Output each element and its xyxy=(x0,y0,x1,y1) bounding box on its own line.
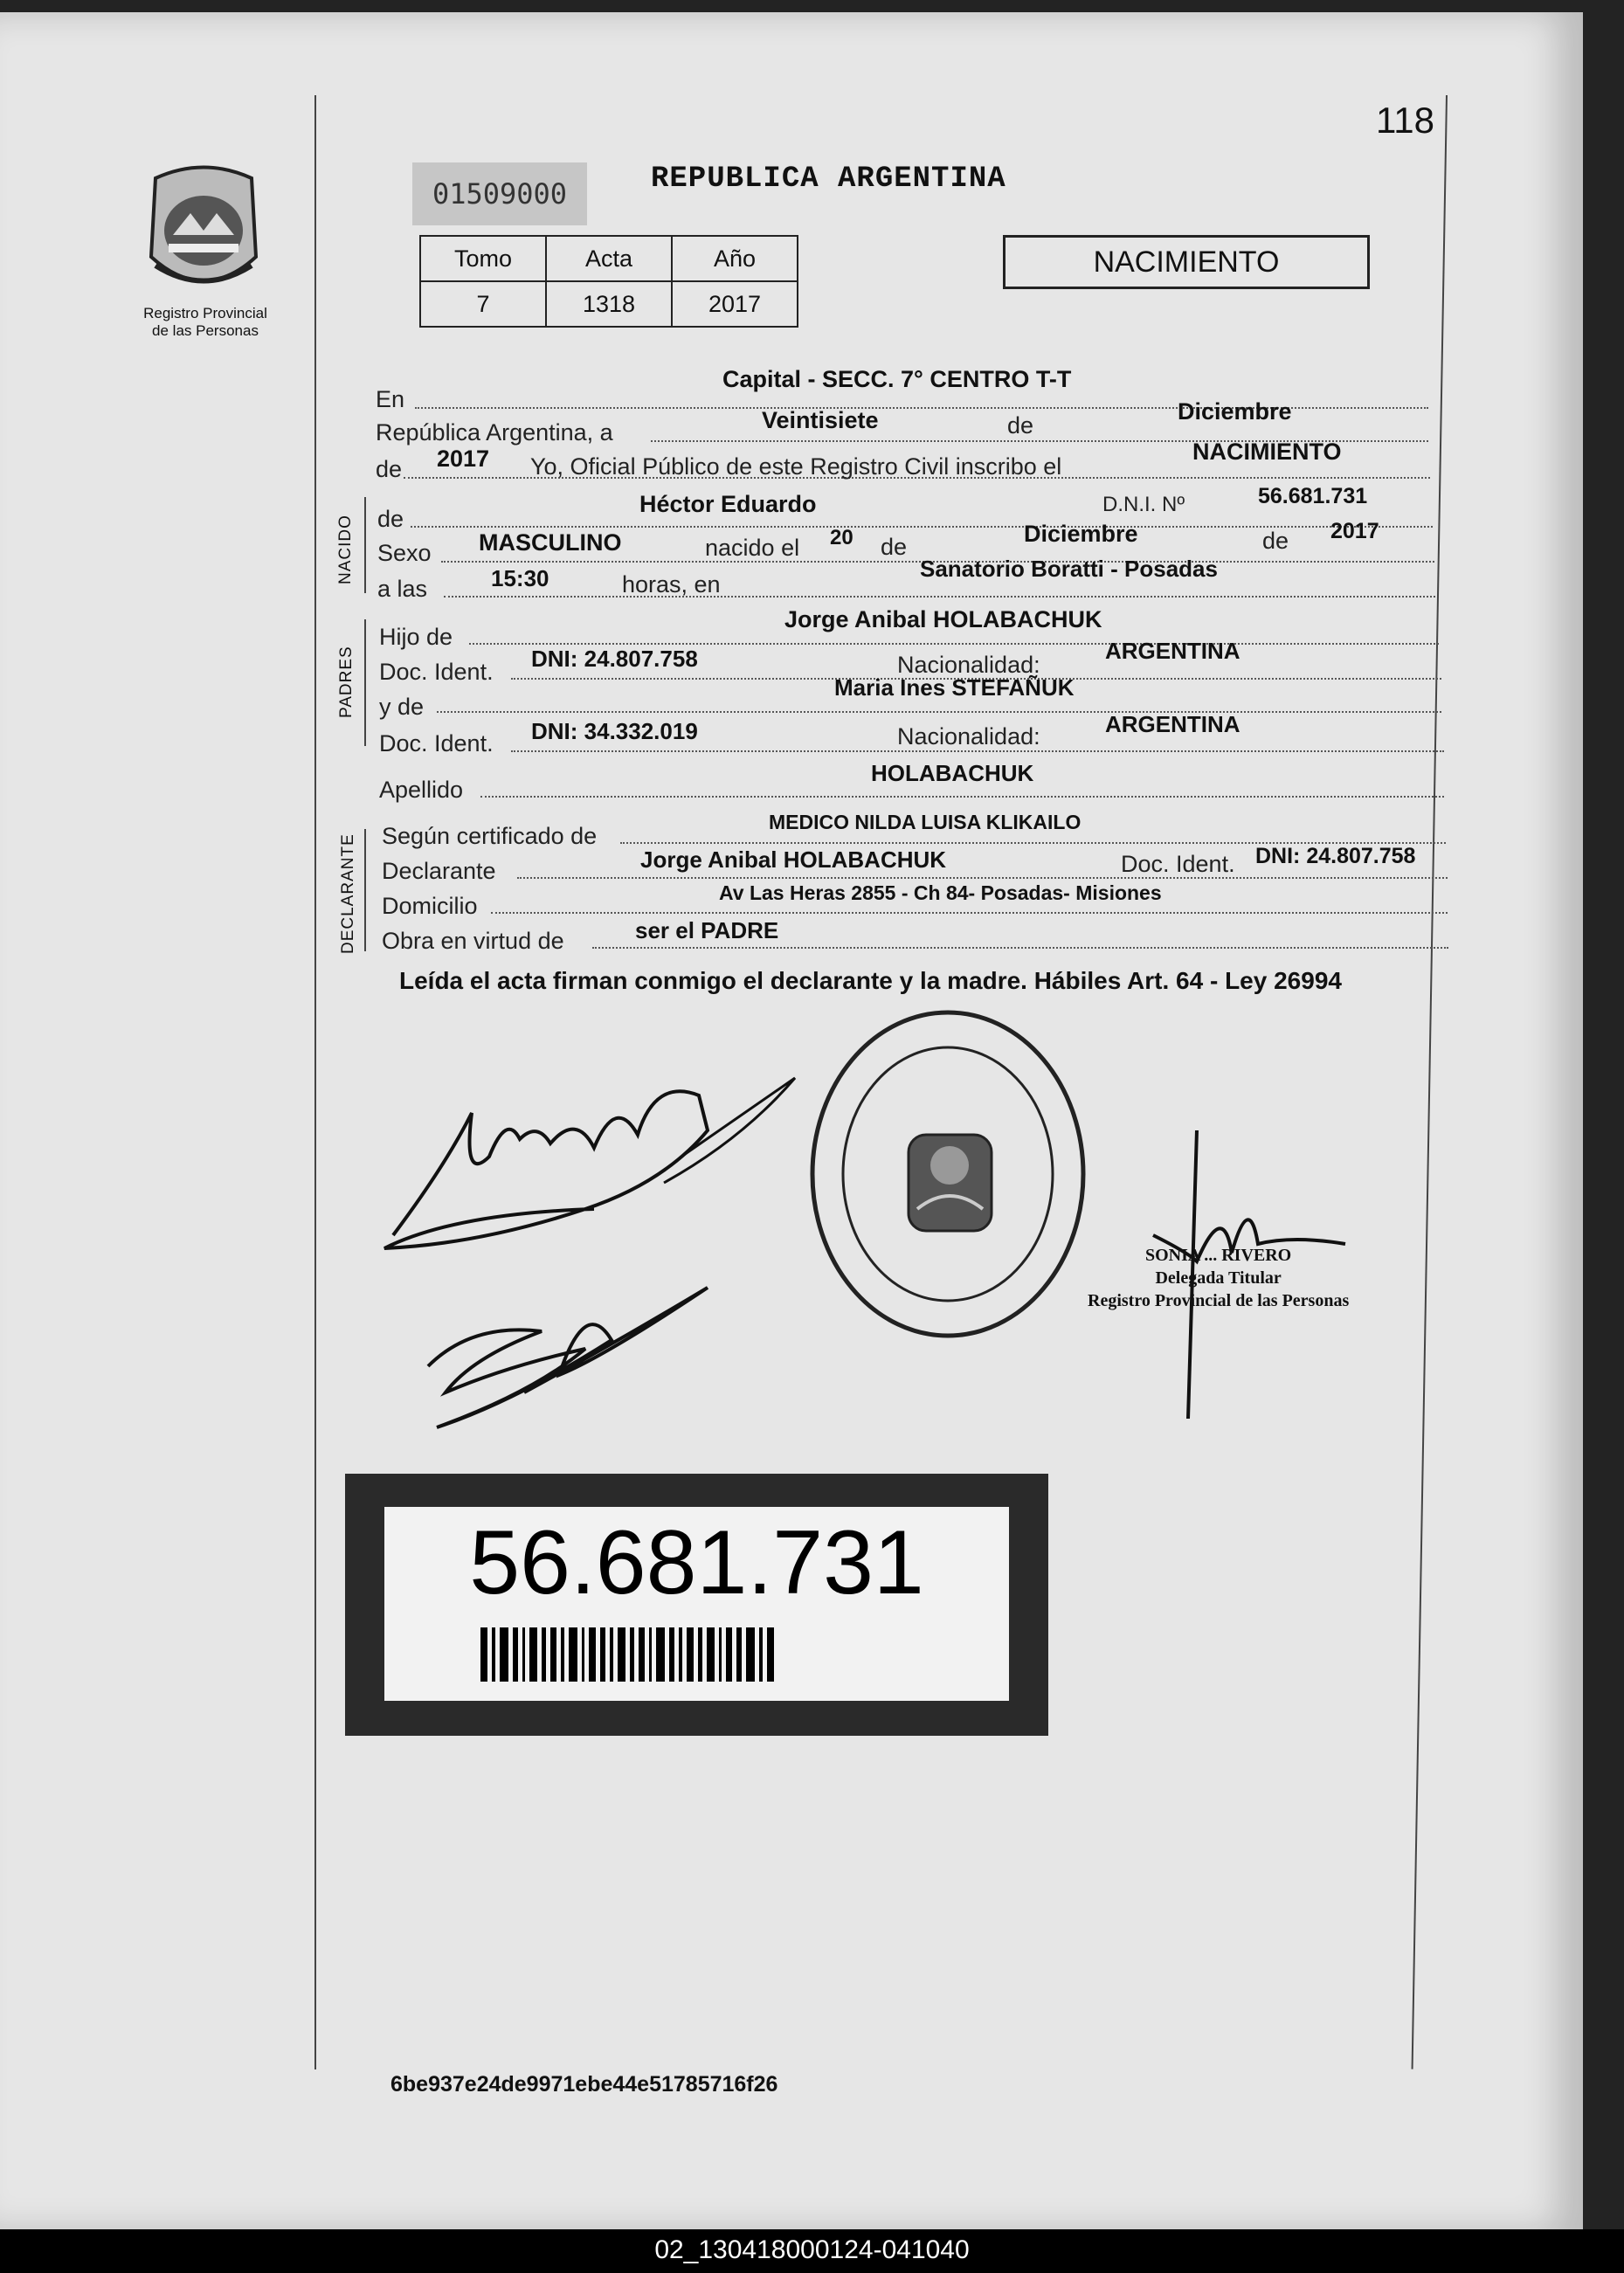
dotted-line xyxy=(592,947,1448,949)
value-anio-nac: 2017 xyxy=(1330,519,1379,543)
label-nacionalidad2: Nacionalidad: xyxy=(897,723,1040,750)
label-domicilio: Domicilio xyxy=(382,893,478,919)
value-padre: Jorge Anibal HOLABACHUK xyxy=(784,606,1102,632)
dotted-line xyxy=(444,596,1435,598)
bracket-declarante xyxy=(364,829,366,951)
value-certificado: MEDICO NILDA LUISA KLIKAILO xyxy=(769,811,1082,833)
label-y-de: y de xyxy=(379,694,425,720)
value-sexo: MASCULINO xyxy=(479,529,622,556)
dotted-line xyxy=(491,912,1448,914)
logo-caption-line1: Registro Provincial xyxy=(143,305,267,321)
register-header-anio: Año xyxy=(672,236,798,281)
label-de3: de xyxy=(1262,528,1289,554)
label-de-year: de xyxy=(376,456,403,482)
side-label-nacido: NACIDO xyxy=(336,515,355,584)
label-dni: D.N.I. Nº xyxy=(1102,493,1185,516)
register-header-tomo: Tomo xyxy=(420,236,546,281)
document-hash: 6be937e24de9971ebe44e51785716f26 xyxy=(390,2072,778,2097)
value-obra: ser el PADRE xyxy=(635,917,779,943)
value-declarante: Jorge Anibal HOLABACHUK xyxy=(640,846,947,873)
dni-barcode-label xyxy=(345,1474,1048,1736)
value-nombre: Héctor Eduardo xyxy=(639,491,817,517)
value-madre-nac: ARGENTINA xyxy=(1105,711,1240,737)
value-padre-nac: ARGENTINA xyxy=(1105,638,1240,664)
bracket-nacido xyxy=(364,497,366,593)
label-obra: Obra en virtud de xyxy=(382,928,564,954)
barcode-panel xyxy=(384,1507,1009,1701)
label-doc-ident3: Doc. Ident. xyxy=(1121,851,1235,877)
left-margin-line xyxy=(314,95,316,2069)
logo-caption-line2: de las Personas xyxy=(152,322,259,339)
value-dia-nac: 20 xyxy=(830,526,853,549)
official-stamp-caption xyxy=(1088,1244,1349,1312)
label-nacido-el: nacido el xyxy=(705,535,800,561)
register-value-anio: 2017 xyxy=(672,281,798,327)
side-label-declarante: DECLARANTE xyxy=(339,833,357,954)
register-header-acta: Acta xyxy=(546,236,672,281)
value-declarante-doc: DNI: 24.807.758 xyxy=(1255,844,1416,868)
register-value-row xyxy=(420,281,798,327)
value-madre: Maria Ines STEFAÑUK xyxy=(834,674,1075,701)
label-sexo: Sexo xyxy=(377,540,432,566)
value-lugar: Capital - SECC. 7° CENTRO T-T xyxy=(722,366,1072,392)
label-oficial: Yo, Oficial Público de este Registro Civil inscribo el xyxy=(530,453,1062,480)
value-padre-doc: DNI: 24.807.758 xyxy=(531,646,698,672)
dotted-line xyxy=(511,750,1444,752)
label-a-las: a las xyxy=(377,576,428,602)
value-domicilio: Av Las Heras 2855 - Ch 84- Posadas- Misiones xyxy=(719,881,1162,904)
document-heading: REPUBLICA ARGENTINA xyxy=(651,162,1006,196)
register-table xyxy=(419,235,798,328)
label-apellido: Apellido xyxy=(379,777,464,803)
label-nacionalidad: Nacionalidad: xyxy=(897,652,1040,678)
register-value-acta: 1318 xyxy=(546,281,672,327)
bracket-padres xyxy=(364,619,366,746)
dotted-line xyxy=(469,643,1439,645)
certificate-page xyxy=(0,12,1583,2231)
value-inscripcion: NACIMIENTO xyxy=(1192,439,1342,465)
register-header-row xyxy=(420,236,798,281)
value-hora: 15:30 xyxy=(491,565,549,591)
dotted-line xyxy=(517,877,1448,879)
footer-image-id: 02_130418000124-041040 xyxy=(0,2229,1624,2273)
label-republica: República Argentina, a xyxy=(376,419,613,446)
dotted-line xyxy=(437,711,1441,713)
page-number: 118 xyxy=(1376,100,1434,141)
label-declarante: Declarante xyxy=(382,858,496,884)
label-doc-ident2: Doc. Ident. xyxy=(379,730,494,757)
value-anio: 2017 xyxy=(437,446,490,472)
value-dni: 56.681.731 xyxy=(1258,484,1368,508)
value-mes-nac: Diciembre xyxy=(1024,521,1138,547)
register-value-tomo: 7 xyxy=(420,281,546,327)
dotted-line xyxy=(480,796,1444,798)
right-margin-line xyxy=(1412,95,1448,2069)
closing-text: Leída el acta firman conmigo el declarante y la madre. Hábiles Art. 64 - Ley 26994 xyxy=(399,967,1342,994)
value-lugar-nac: Sanatorio Boratti - Posadas xyxy=(920,556,1218,582)
official-title: Delegada Titular xyxy=(1155,1268,1282,1288)
label-segun: Según certificado de xyxy=(382,823,598,849)
logo-caption xyxy=(114,305,297,340)
value-apellido: HOLABACHUK xyxy=(871,760,1034,786)
label-de: de xyxy=(1007,412,1034,439)
label-en: En xyxy=(376,386,405,412)
barcode-number: 56.681.731 xyxy=(469,1512,924,1613)
official-name: SONIA ... RIVERO xyxy=(1144,1246,1292,1265)
label-doc-ident: Doc. Ident. xyxy=(379,659,494,685)
barcode-icon xyxy=(480,1627,900,1682)
value-dia-letras: Veintisiete xyxy=(762,407,879,433)
label-de2: de xyxy=(881,534,908,560)
label-horas-en: horas, en xyxy=(622,571,721,598)
official-office: Registro Provincial de las Personas xyxy=(1088,1291,1350,1310)
mother-signature xyxy=(419,1270,716,1436)
label-hijo-de: Hijo de xyxy=(379,624,453,650)
official-seal-icon xyxy=(804,999,1092,1349)
value-madre-doc: DNI: 34.332.019 xyxy=(531,718,698,744)
act-type-box: NACIMIENTO xyxy=(1003,235,1370,289)
declarant-signature xyxy=(376,1061,812,1270)
value-mes: Diciembre xyxy=(1178,398,1292,425)
serial-number: 01509000 xyxy=(412,162,587,225)
province-emblem-icon xyxy=(138,161,269,301)
side-label-padres: PADRES xyxy=(337,646,356,718)
label-de-nombre: de xyxy=(377,506,404,532)
